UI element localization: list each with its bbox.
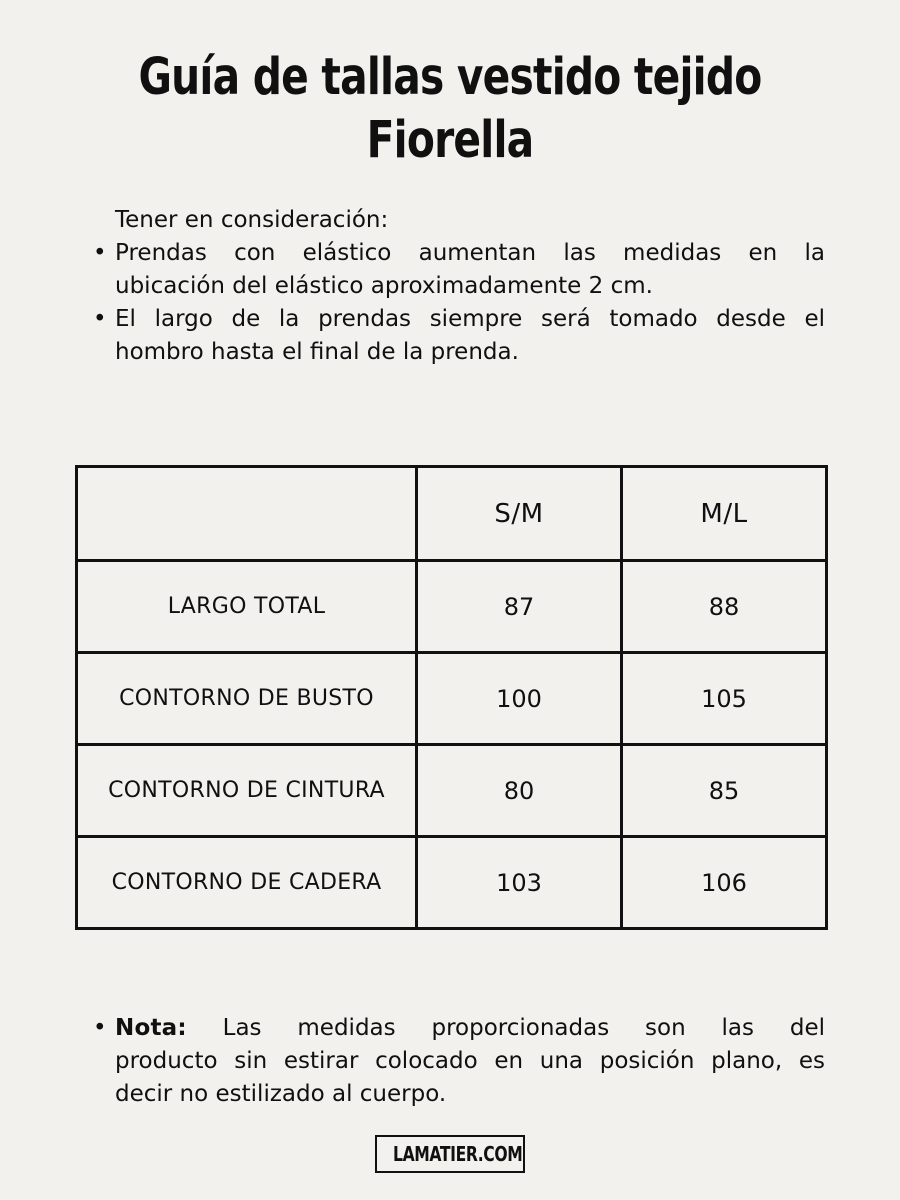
- bullet-icon: •: [93, 1015, 107, 1041]
- cell-value: 105: [622, 653, 827, 745]
- consideration-item-line: ubicación del elástico aproximadamente 2 cm.: [115, 273, 653, 299]
- brand-box: [375, 1135, 525, 1173]
- cell-value: 85: [622, 745, 827, 837]
- row-label-contorno-cadera: CONTORNO DE CADERA: [77, 837, 417, 929]
- table-row: [77, 653, 827, 745]
- size-col-header-ml: M/L: [622, 467, 827, 561]
- cell-value: 80: [417, 745, 622, 837]
- size-table-container: [75, 465, 828, 930]
- table-row: [77, 745, 827, 837]
- row-label-contorno-cintura: CONTORNO DE CINTURA: [77, 745, 417, 837]
- note-label: Nota:: [115, 1015, 187, 1041]
- considerations-heading: Tener en consideración:: [115, 207, 389, 233]
- consideration-item-line: Prendas con elástico aumentan las medidas en la: [115, 240, 825, 266]
- size-table: [75, 465, 828, 930]
- table-row: [77, 561, 827, 653]
- cell-value: 106: [622, 837, 827, 929]
- table-row: [77, 837, 827, 929]
- size-table-corner-cell: [77, 467, 417, 561]
- bullet-icon: •: [93, 306, 107, 332]
- page-title-line-2: Fiorella: [366, 111, 534, 170]
- note-line: producto sin estirar colocado en una posición plano, es: [115, 1048, 825, 1074]
- note-line: decir no estilizado al cuerpo.: [115, 1081, 447, 1107]
- size-col-header-sm: S/M: [417, 467, 622, 561]
- note-text: Las medidas proporcionadas son las del: [222, 1015, 826, 1041]
- considerations-section: [93, 204, 825, 369]
- consideration-item-length: [93, 303, 825, 369]
- page-title-line-1: Guía de tallas vestido tejido: [138, 48, 762, 107]
- brand-text: LAMATIER.COM: [393, 1142, 523, 1166]
- consideration-item-line: El largo de la prendas siempre será tomado desde el: [115, 306, 825, 332]
- cell-value: 103: [417, 837, 622, 929]
- size-table-header-row: [77, 467, 827, 561]
- note-line: [115, 1012, 825, 1045]
- consideration-item-elastic: [93, 237, 825, 303]
- row-label-largo-total: LARGO TOTAL: [77, 561, 417, 653]
- cell-value: 100: [417, 653, 622, 745]
- page-title: [90, 46, 810, 172]
- cell-value: 87: [417, 561, 622, 653]
- note-item: [93, 1012, 826, 1111]
- note-section: [93, 1012, 826, 1111]
- consideration-item-line: hombro hasta el final de la prenda.: [115, 339, 519, 365]
- bullet-icon: •: [93, 240, 107, 266]
- row-label-contorno-busto: CONTORNO DE BUSTO: [77, 653, 417, 745]
- cell-value: 88: [622, 561, 827, 653]
